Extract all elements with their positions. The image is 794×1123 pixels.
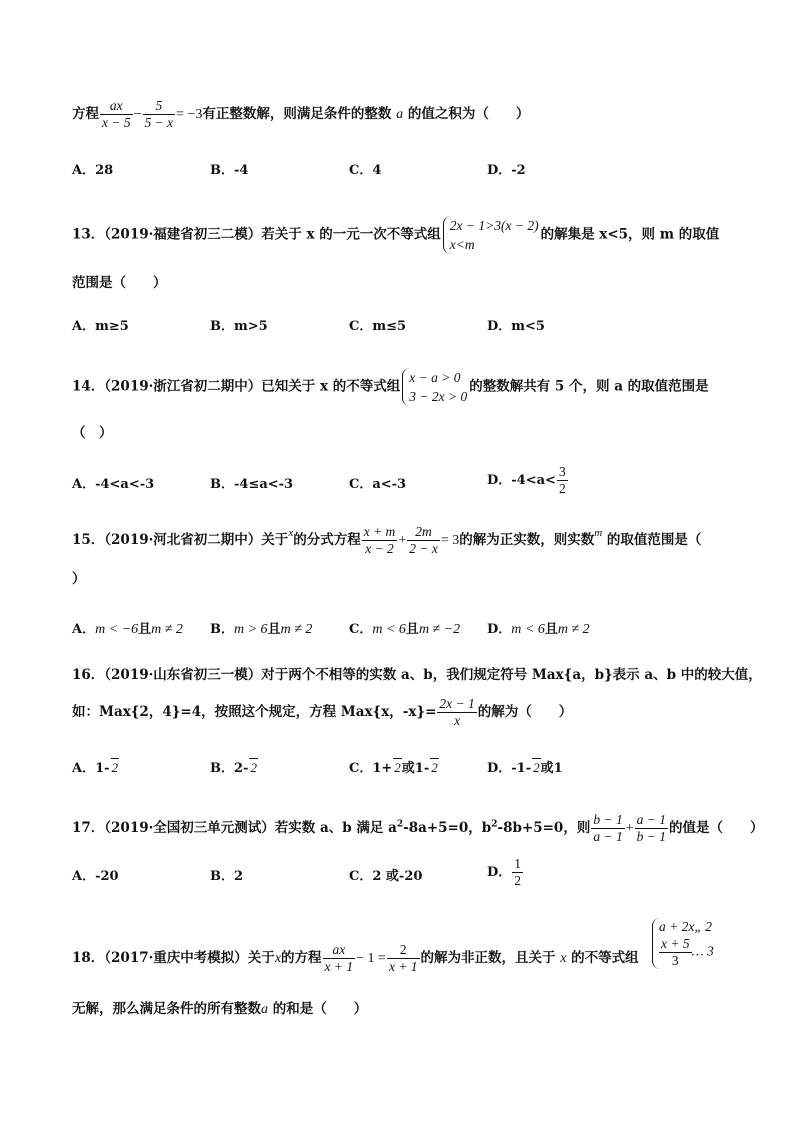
q15-rhs: = 3 <box>440 533 460 548</box>
q12-option-b[interactable]: B．-4 <box>210 163 249 178</box>
q15-var-m: m <box>594 527 603 539</box>
q16-option-a[interactable]: A．1- 2 <box>72 760 119 776</box>
q12-tail: 的值之积为（ ） <box>407 106 530 122</box>
q15-fraction-2: $\frac{2m}{2 - x}$ <box>409 524 438 556</box>
q12-fraction-2: $\frac{5}{5 - x}$ <box>144 98 174 130</box>
q14-inequality-system: x − a > 0 3 − 2x > 0 <box>402 368 467 406</box>
q17-option-a[interactable]: A．-20 <box>72 869 119 884</box>
q12-fraction-1: $\frac{ax}{x - 5}$ <box>102 98 131 130</box>
q15-stem: 15．（2019·河北省初二期中）关于$^x$的分式方程 $\frac{x + m}{x - 2}$ + $\frac{2m}{2 - x}$ = 3的解为正实数，则实数$^m$ 的取值范围是（ <box>72 524 702 556</box>
q15-var-x: x <box>288 527 294 539</box>
q12-suffix: 有正整数解，则满足条件的整数 <box>202 106 392 122</box>
q17-option-c[interactable]: C．2 或-20 <box>349 869 423 884</box>
q14-option-d[interactable]: D．-4<a< $\frac{3}{2}$ <box>487 464 566 496</box>
q17-d-fraction: $\frac{1}{2}$ <box>514 856 522 888</box>
q16-option-d[interactable]: D．-1- 2或1 <box>487 760 563 776</box>
q12-rhs: = −3 <box>176 107 203 122</box>
q15-line2: ） <box>72 571 86 587</box>
q14-option-b[interactable]: B．-4≤a<-3 <box>210 477 294 492</box>
q18-fraction-2: $\frac{2}{x + 1}$ <box>388 942 418 974</box>
q17-option-b[interactable]: B．2 <box>210 869 244 884</box>
q15-tail: 的取值范围是（ <box>606 532 702 548</box>
q15-mid: 的分式方程 <box>293 532 361 548</box>
q13-option-d[interactable]: D．m<5 <box>487 319 545 334</box>
q13-prefix: 13．（2019·福建省初三二模）若关于 x 的一元一次不等式组 <box>72 226 441 243</box>
q16-line1: 16．（2019·山东省初三一模）对于两个不相等的实数 a、b，我们规定符号 Max{a，b}表示 a、b 中的较大值， <box>72 667 762 683</box>
q13-option-c[interactable]: C．m≤5 <box>349 319 407 334</box>
q15-option-d[interactable]: D．m < 6且m ≠ 2 <box>487 622 590 637</box>
q13-suffix: 的解集是 x<5，则 m 的取值 <box>540 226 720 243</box>
q17-stem: 17．（2019·全国初三单元测试）若实数 a、b 满足 $a^2-8a+5=0$，$b^2-8b+5=0$，则 $\frac{b - 1}{a - 1}$ + $\frac{a - 1}{b - 1}$ 的值是（ ） <box>72 812 764 844</box>
q14-d-fraction: $\frac{3}{2}$ <box>558 464 566 496</box>
q13-option-b[interactable]: B．m>5 <box>210 319 268 334</box>
q18-fraction-1: $\frac{ax}{x + 1}$ <box>324 942 354 974</box>
q18-line2: 无解，那么满足条件的所有整数a 的和是（ ） <box>72 1001 368 1017</box>
q16-option-b[interactable]: B．2- 2 <box>210 760 257 776</box>
q12-stem: 方程 $\frac{ax}{x - 5}$ − $\frac{5}{5 - x}$ = −3有正整数解，则满足条件的整数 a 的值之积为（ ） <box>72 98 530 130</box>
q14-line2: （ ） <box>72 425 113 441</box>
q13-option-a[interactable]: A．m≥5 <box>72 319 129 334</box>
q14-prefix: 14．（2019·浙江省初二期中）已知关于 x 的不等式组 <box>72 378 401 395</box>
q12-option-c[interactable]: C．4 <box>349 163 382 178</box>
q14-option-c[interactable]: C．a<-3 <box>349 477 407 492</box>
q15-option-c[interactable]: C．m < 6且m ≠ −2 <box>349 622 461 637</box>
q15-suffix: 的解为正实数，则实数 <box>459 532 595 548</box>
q17-fraction-1: $\frac{b - 1}{a - 1}$ <box>593 812 623 844</box>
q15-prefix: 15．（2019·河北省初二期中）关于 <box>72 532 289 548</box>
q14-suffix: 的整数解共有 5 个，则 a 的取值范围是 <box>469 378 709 395</box>
q13-stem <box>72 216 719 254</box>
q17-option-d[interactable]: D． $\frac{1}{2}$ <box>487 856 522 888</box>
q16-line2: 如：Max{2，4}=4，按照这个规定，方程 Max{x，-x}= $\frac{2x - 1}{x}$ 的解为（ ） <box>72 696 573 728</box>
q14-option-a[interactable]: A．-4<a<-3 <box>72 477 155 492</box>
q13-line2: 范围是（ ） <box>72 275 167 291</box>
q12-var-a: a <box>396 107 404 122</box>
q15-option-a[interactable]: A．m < −6且m ≠ 2 <box>72 622 183 637</box>
q15-fraction-1: $\frac{x + m}{x - 2}$ <box>363 524 396 556</box>
q12-prefix: 方程 <box>72 106 99 122</box>
q12-option-a[interactable]: A．28 <box>72 163 114 178</box>
q17-fraction-2: $\frac{a - 1}{b - 1}$ <box>636 812 666 844</box>
q18-stem: 18．（2017·重庆中考模拟）关于x的方程 $\frac{ax}{x + 1}$ − 1 = $\frac{2}{x + 1}$ 的解为非正数，且关于 x 的不等式组 <box>72 942 639 974</box>
q14-stem <box>72 368 709 406</box>
q16-fraction: $\frac{2x - 1}{x}$ <box>439 696 475 728</box>
q18-inequality-system: a + 2x„ 2 $\frac{x + 5}{3}$ … 3 <box>652 918 714 969</box>
q12-option-d[interactable]: D．-2 <box>487 163 526 178</box>
q15-option-b[interactable]: B．m > 6且m ≠ 2 <box>210 622 313 637</box>
q16-option-c[interactable]: C．1+ 2或1- 2 <box>349 760 438 776</box>
q13-inequality-system: 2x − 1>3(x − 2) x<m <box>443 216 539 254</box>
